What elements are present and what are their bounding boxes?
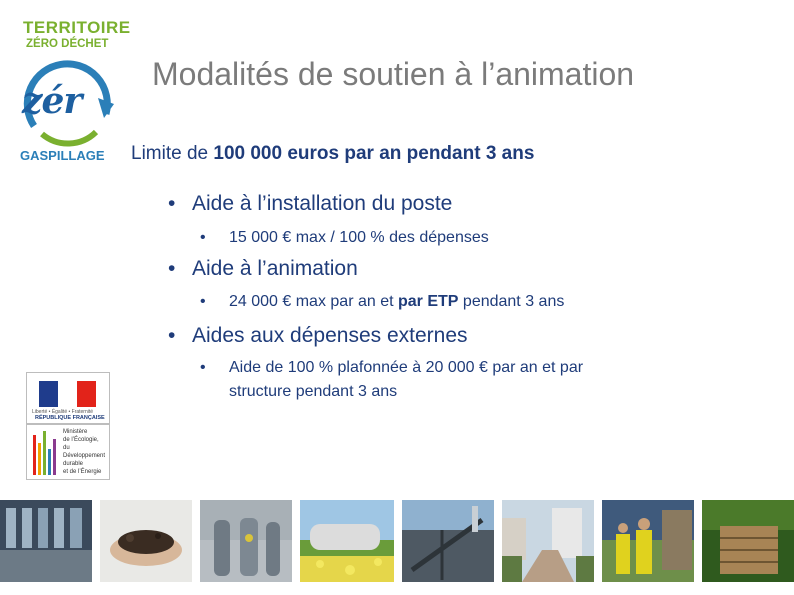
street-photo [502,500,594,582]
compost-hands-photo [100,500,192,582]
bullet: • [168,257,176,280]
wooden-composter-photo [702,500,794,582]
bullet: • [168,192,176,215]
container-field-photo [300,500,394,582]
ministry-logo [26,372,110,480]
funding-limit-amount: 100 000 euros par an pendant 3 ans [213,143,535,164]
ministry-bars-icon [32,429,58,477]
ministry-name: Ministère de l’Écologie, du Développement durable et de l’Énergie [63,429,106,475]
slide-title: Modalités de soutien à l’animation [152,56,635,92]
list-item-animation [168,257,358,281]
territoire-zero-dechet-logo [8,18,131,178]
republique-francaise-block [26,372,110,424]
funding-limit-prefix: Limite de [131,143,214,164]
ministry-name-block [26,424,110,480]
sub-item-label: 24 000 € max par an et par ETP pendant 3 ans [229,293,565,310]
list-item-label: Aides aux dépenses externes [192,324,468,347]
sub-item-line-2: structure pendant 3 ans [229,383,398,400]
logo-word-zer: zér [22,80,82,122]
workers-photo [602,500,694,582]
republic-name: RÉPUBLIQUE FRANÇAISE [35,415,105,421]
bullet: • [200,293,206,310]
bullet: • [200,359,206,376]
bullet: • [168,324,176,347]
sub-item-line-1: Aide de 100 % plafonnée à 20 000 € par an et par [229,359,584,376]
logo-line-zero-dechet: ZÉRO DÉCHET [26,38,109,50]
funding-limit [131,143,534,165]
logo-line-territoire: TERRITOIRE [23,18,131,37]
list-item-installation [168,192,452,216]
bullet: • [200,229,206,246]
recycling-facility-photo [402,500,494,582]
building-photo [0,500,92,582]
list-item-label: Aide à l’installation du poste [192,192,453,215]
logo-line-gaspillage: GASPILLAGE [20,148,105,163]
french-flag-icon [39,381,97,407]
photo-strip [0,500,794,582]
list-item-label: Aide à l’animation [192,257,358,280]
republic-motto: Liberté • Égalité • Fraternité [32,409,94,415]
list-item-external-expenses [168,324,468,348]
bins-photo [200,500,292,582]
sub-item-label: 15 000 € max / 100 % des dépenses [229,229,489,246]
